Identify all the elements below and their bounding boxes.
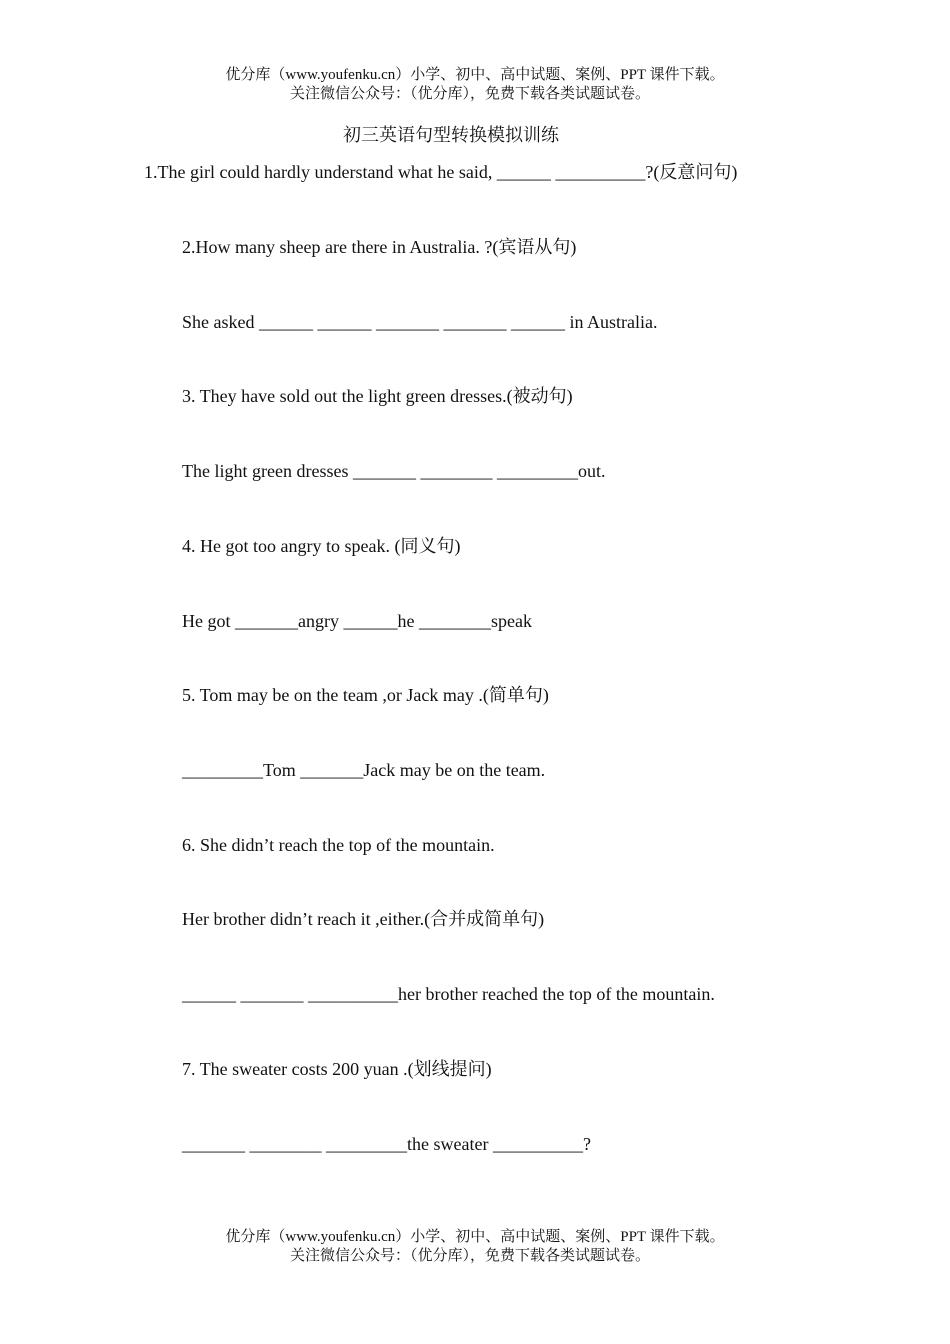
header-line-2: 关注微信公众号：（优分库），免费下载各类试题试卷。 [289, 86, 650, 102]
question-6-part-1: 6. She didn’t reach the top of the mountain. [182, 835, 495, 855]
answer-3: The light green dresses _______ ________ _________out. [182, 461, 606, 481]
footer-line-2: 关注微信公众号：（优分库），免费下载各类试题试卷。 [289, 1248, 650, 1264]
answer-4: He got _______angry ______he ________speak [182, 611, 532, 631]
header-line-1: 优分库（www.youfenku.cn）小学、初中、高中试题、案例、PPT 课件下载。 [225, 67, 725, 83]
question-7: 7. The sweater costs 200 yuan .(划线提问) [182, 1059, 492, 1079]
answer-7: _______ ________ _________the sweater __________? [182, 1134, 591, 1154]
answer-6: ______ _______ __________her brother reached the top of the mountain. [182, 984, 715, 1004]
question-3: 3. They have sold out the light green dresses.(被动句) [182, 386, 573, 406]
page-footer [0, 1228, 950, 1266]
answer-2: She asked ______ ______ _______ _______ ______ in Australia. [182, 312, 658, 332]
page-header [0, 66, 950, 104]
question-5: 5. Tom may be on the team ,or Jack may .(简单句) [182, 685, 549, 705]
page-title: 初三英语句型转换模拟训练 [343, 125, 559, 145]
question-6-part-2: Her brother didn’t reach it ,either.(合并成简单句) [182, 909, 545, 929]
question-2: 2.How many sheep are there in Australia. ?(宾语从句) [182, 237, 577, 257]
question-4: 4. He got too angry to speak. (同义句) [182, 536, 461, 556]
footer-line-1: 优分库（www.youfenku.cn）小学、初中、高中试题、案例、PPT 课件下载。 [225, 1229, 725, 1245]
answer-5: _________Tom _______Jack may be on the team. [182, 760, 546, 780]
question-1: 1.The girl could hardly understand what he said, ______ __________?(反意问句) [144, 162, 738, 182]
